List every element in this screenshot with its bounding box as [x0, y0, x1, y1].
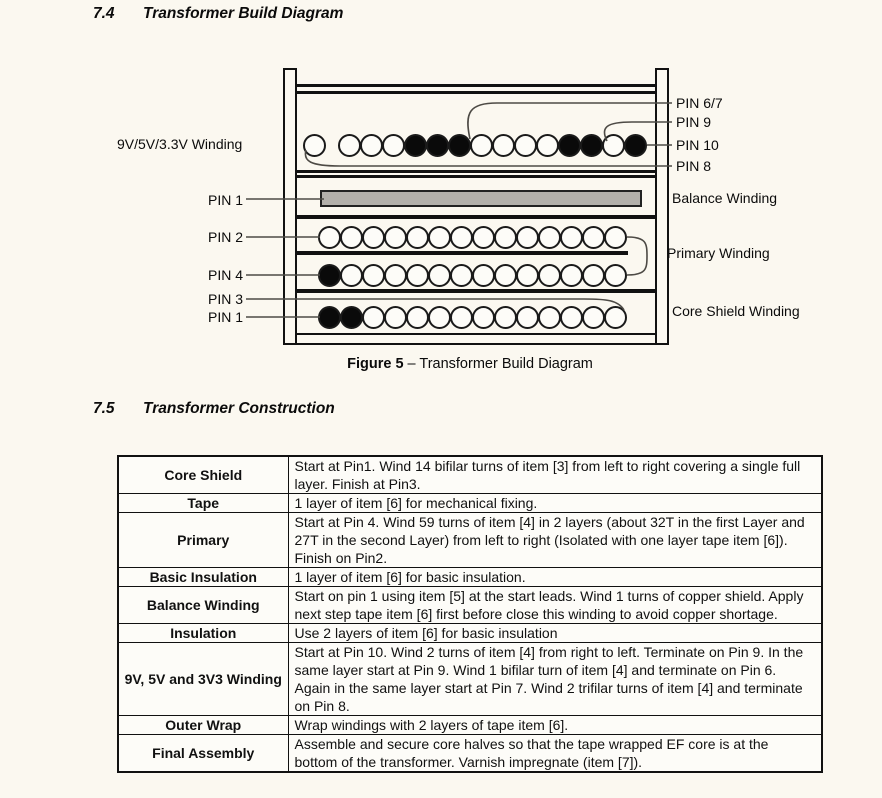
label-pin-6-7: PIN 6/7 [676, 95, 723, 111]
9v-5v-3v3-winding-turn [492, 134, 515, 157]
primary-layer-connector [627, 237, 647, 275]
primary-layer-2-turn [406, 264, 429, 287]
label-pin-8: PIN 8 [676, 158, 712, 174]
construction-step-label: Balance Winding [118, 587, 288, 624]
9v-5v-3v3-winding-row [303, 134, 646, 157]
label-pin-9: PIN 9 [676, 114, 712, 130]
primary-layer-1-turn [538, 226, 561, 249]
construction-step-label: Outer Wrap [118, 716, 288, 735]
construction-step-description: 1 layer of item [6] for mechanical fixing. [288, 494, 822, 513]
core-shield-winding-turn [604, 306, 627, 329]
9v-5v-3v3-winding-turn [558, 134, 581, 157]
construction-step-description: Start at Pin1. Wind 14 bifilar turns of item [3] from left to right covering a single full layer. Finish at Pin3. [288, 456, 822, 494]
primary-layer-1-turn [560, 226, 583, 249]
section-7-5-heading [93, 400, 335, 418]
construction-step-label: Primary [118, 513, 288, 568]
section-number: 7.5 [93, 400, 115, 417]
primary-layer-1-turn [516, 226, 539, 249]
core-shield-winding-turn [560, 306, 583, 329]
balance-winding-bar [320, 190, 642, 207]
section-title: Transformer Build Diagram [143, 5, 344, 22]
primary-layer-1-turn [340, 226, 363, 249]
core-shield-winding-turn [362, 306, 385, 329]
section-title: Transformer Construction [143, 400, 335, 417]
construction-step-description: Start at Pin 10. Wind 2 turns of item [4] from right to left. Terminate on Pin 9. In the same layer start at Pin 9. Wind 1 bifilar turn of item [4] and terminate on Pin 6. Again in the same layer start at Pin 7. Wind 2 trifilar turns of item [4] and terminate on Pin 8. [288, 643, 822, 716]
bobbin-outer-bottom [283, 343, 669, 345]
label-9v-5v-3v3-winding: 9V/5V/3.3V Winding [117, 136, 243, 152]
figure-caption-number: Figure 5 [347, 356, 404, 372]
bobbin-left-flange [283, 68, 297, 345]
primary-layer-2-turn [538, 264, 561, 287]
construction-table-row [118, 513, 822, 568]
9v-5v-3v3-winding-turn [470, 134, 493, 157]
construction-table-row [118, 456, 822, 494]
9v-5v-3v3-winding-turn [514, 134, 537, 157]
primary-layer-1-turn [428, 226, 451, 249]
primary-layer-2-turn [582, 264, 605, 287]
primary-layer-2-turn [318, 264, 341, 287]
figure-caption [117, 356, 823, 372]
insulation-line-2 [297, 175, 655, 178]
construction-step-description: Assemble and secure core halves so that the tape wrapped EF core is at the bottom of the transformer. Varnish impregnate (item [7]). [288, 735, 822, 773]
primary-layer-2-turn [604, 264, 627, 287]
primary-layer-2-turn [494, 264, 517, 287]
core-shield-winding-turn [428, 306, 451, 329]
insulation-line-1 [297, 170, 655, 173]
tape-above-core-shield [297, 289, 655, 293]
primary-layer-1-turn [450, 226, 473, 249]
primary-layer-2-turn [362, 264, 385, 287]
primary-layer-2-turn [450, 264, 473, 287]
construction-table-body [118, 456, 822, 772]
9v-5v-3v3-winding-turn [404, 134, 427, 157]
construction-table-row [118, 643, 822, 716]
core-shield-winding-turn [582, 306, 605, 329]
9v-5v-3v3-winding-turn [426, 134, 449, 157]
construction-step-label: Final Assembly [118, 735, 288, 773]
primary-winding-layer-2-row [318, 264, 626, 287]
9v-5v-3v3-winding-turn [448, 134, 471, 157]
9v-5v-3v3-winding-turn [360, 134, 383, 157]
primary-winding-layer-1-row [318, 226, 626, 249]
core-shield-winding-turn [516, 306, 539, 329]
label-pin-2: PIN 2 [207, 229, 243, 245]
construction-step-label: Basic Insulation [118, 568, 288, 587]
construction-table-row [118, 587, 822, 624]
construction-step-label: Tape [118, 494, 288, 513]
construction-step-description: Start on pin 1 using item [5] at the start leads. Wind 1 turns of copper shield. Apply next step tape item [6] first before close this winding to avoid copper shortage. [288, 587, 822, 624]
construction-step-label: 9V, 5V and 3V3 Winding [118, 643, 288, 716]
9v-5v-3v3-winding-turn [602, 134, 625, 157]
9v-5v-3v3-winding-turn [536, 134, 559, 157]
construction-table-row [118, 568, 822, 587]
figure-caption-text: – Transformer Build Diagram [403, 356, 593, 372]
label-core-shield-winding: Core Shield Winding [672, 303, 800, 319]
primary-layer-1-turn [362, 226, 385, 249]
core-shield-winding-turn [538, 306, 561, 329]
core-shield-winding-turn [384, 306, 407, 329]
primary-layer-1-turn [494, 226, 517, 249]
construction-step-description: Start at Pin 4. Wind 59 turns of item [4] in 2 layers (about 32T in the first Layer and 27T in the second Layer) from left to right (Isolated with one layer tape item [6]). Finish on Pin2. [288, 513, 822, 568]
core-shield-winding-turn [450, 306, 473, 329]
primary-layer-1-turn [384, 226, 407, 249]
bobbin-window-bottom [297, 333, 655, 335]
construction-table-row [118, 494, 822, 513]
label-pin-1-bottom: PIN 1 [207, 309, 243, 325]
tape-below-balance [297, 215, 655, 219]
9v-5v-3v3-winding-turn [338, 134, 361, 157]
label-pin-3: PIN 3 [207, 291, 243, 307]
construction-step-label: Insulation [118, 624, 288, 643]
construction-table-row [118, 624, 822, 643]
primary-layer-1-turn [406, 226, 429, 249]
primary-layer-1-turn [472, 226, 495, 249]
label-pin-10: PIN 10 [676, 137, 719, 153]
label-pin-4: PIN 4 [207, 267, 243, 283]
construction-table-row [118, 735, 822, 773]
primary-layer-2-turn [340, 264, 363, 287]
primary-layer-2-turn [516, 264, 539, 287]
construction-step-label: Core Shield [118, 456, 288, 494]
primary-layer-1-turn [604, 226, 627, 249]
construction-step-description: Wrap windings with 2 layers of tape item [6]. [288, 716, 822, 735]
construction-table [117, 455, 823, 773]
core-shield-winding-turn [340, 306, 363, 329]
top-tape-line-2 [297, 91, 655, 94]
primary-layer-2-turn [384, 264, 407, 287]
construction-table-row [118, 716, 822, 735]
core-shield-winding-row [318, 306, 626, 329]
bobbin-right-flange [655, 68, 669, 345]
primary-layer-1-turn [582, 226, 605, 249]
core-shield-winding-turn [318, 306, 341, 329]
primary-layer-1-turn [318, 226, 341, 249]
primary-layer-2-turn [428, 264, 451, 287]
construction-step-description: Use 2 layers of item [6] for basic insulation [288, 624, 822, 643]
core-shield-winding-turn [406, 306, 429, 329]
label-balance-winding: Balance Winding [672, 190, 778, 206]
9v-5v-3v3-winding-turn [580, 134, 603, 157]
tape-between-primary-layers [297, 251, 628, 255]
primary-layer-2-turn [560, 264, 583, 287]
9v-5v-3v3-winding-turn [303, 134, 326, 157]
label-pin-1-top: PIN 1 [207, 192, 243, 208]
label-primary-winding: Primary Winding [667, 245, 770, 261]
construction-step-description: 1 layer of item [6] for basic insulation. [288, 568, 822, 587]
core-shield-winding-turn [472, 306, 495, 329]
primary-layer-2-turn [472, 264, 495, 287]
core-shield-winding-turn [494, 306, 517, 329]
9v-5v-3v3-winding-turn [624, 134, 647, 157]
top-tape-line-1 [297, 84, 655, 87]
9v-5v-3v3-winding-turn [382, 134, 405, 157]
section-number: 7.4 [93, 5, 115, 22]
